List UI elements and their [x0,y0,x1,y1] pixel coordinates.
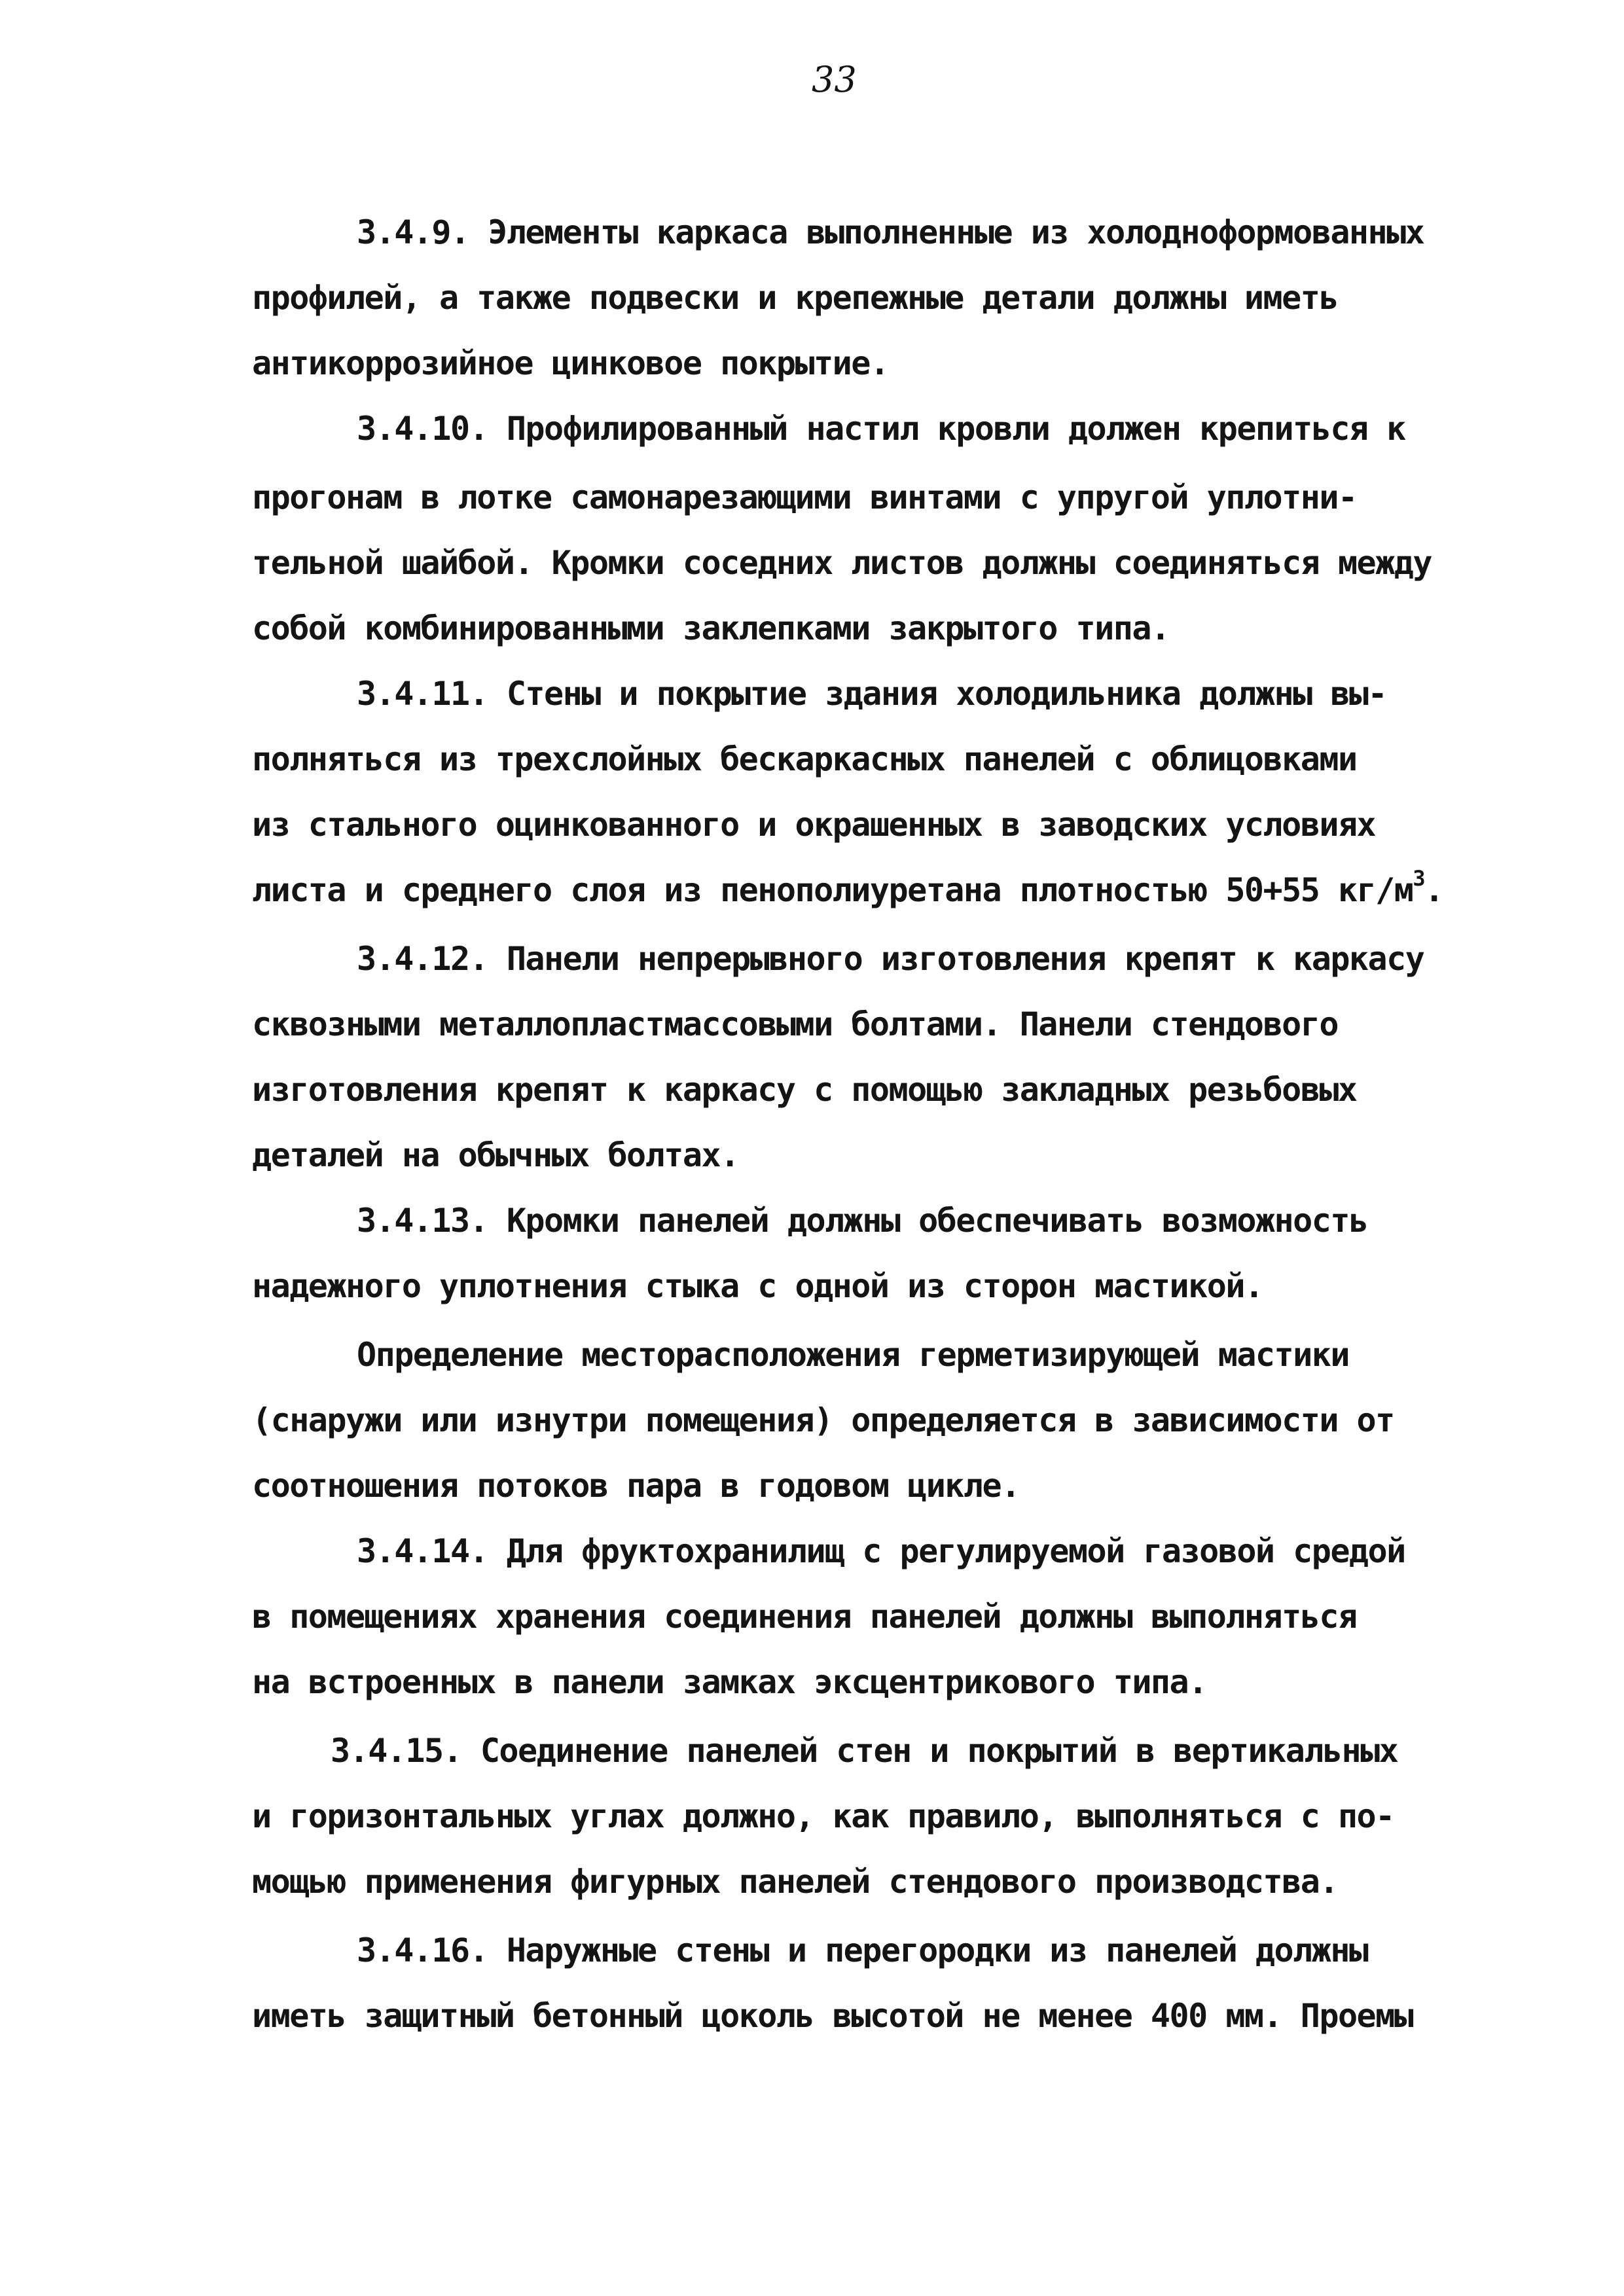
text-line: прогонам в лотке самонарезающими винтами с упругой уплотни- [252,478,1357,516]
text-line: мощью применения фигурных панелей стендового производства. [252,1863,1338,1901]
text-line: полняться из трехслойных бескаркасных панелей с облицовками [252,740,1357,778]
text-line: тельной шайбой. Кромки соседних листов должны соединяться между [252,544,1432,582]
text-line: деталей на обычных болтах. [252,1136,739,1174]
text-line: 3.4.11. Стены и покрытие здания холодильника должны вы- [357,675,1387,713]
page-number: 33 [812,59,857,100]
text-line: 3.4.16. Наружные стены и перегородки из панелей должны [357,1931,1368,1969]
text-line: сквозными металлопластмассовыми болтами. Панели стендового [252,1005,1338,1043]
text-line: 3.4.10. Профилированный настил кровли должен крепиться к [357,410,1405,448]
text-line-with-superscript [252,866,1443,909]
text-line: антикоррозийное цинковое покрытие. [252,344,889,382]
text-line: 3.4.15. Соединение панелей стен и покрытий в вертикальных [331,1732,1398,1770]
text-line: 3.4.14. Для фруктохранилищ с регулируемой газовой средой [357,1532,1405,1570]
density-text: листа и среднего слоя из пенополиуретана плотностью 50+55 кг/м [252,871,1413,909]
text-line: 3.4.12. Панели непрерывного изготовления крепят к каркасу [357,940,1424,978]
text-line: надежного уплотнения стыка с одной из сторон мастикой. [252,1267,1263,1305]
text-line: 3.4.9. Элементы каркаса выполненные из холодноформованных [357,213,1424,251]
text-line: собой комбинированными заклепками закрытого типа. [252,609,1170,647]
cubic-superscript: 3 [1413,866,1425,891]
sentence-end: . [1424,871,1443,909]
text-line: 3.4.13. Кромки панелей должны обеспечивать возможность [357,1202,1368,1240]
text-line: (снаружи или изнутри помещения) определяется в зависимости от [252,1401,1394,1439]
text-line: профилей, а также подвески и крепежные детали должны иметь [252,279,1338,317]
text-line: из стального оцинкованного и окрашенных в заводских условиях [252,806,1376,844]
text-line: и горизонтальных углах должно, как правило, выполняться с по- [252,1797,1394,1835]
text-line: соотношения потоков пара в годовом цикле. [252,1467,1020,1505]
text-line: изготовления крепят к каркасу с помощью закладных резьбовых [252,1071,1357,1109]
text-line: Определение месторасположения герметизирующей мастики [357,1336,1349,1374]
text-line: в помещениях хранения соединения панелей должны выполняться [252,1598,1357,1636]
text-line: иметь защитный бетонный цоколь высотой не менее 400 мм. Проемы [252,1997,1413,2035]
text-line: на встроенных в панели замках эксцентрикового типа. [252,1663,1207,1701]
